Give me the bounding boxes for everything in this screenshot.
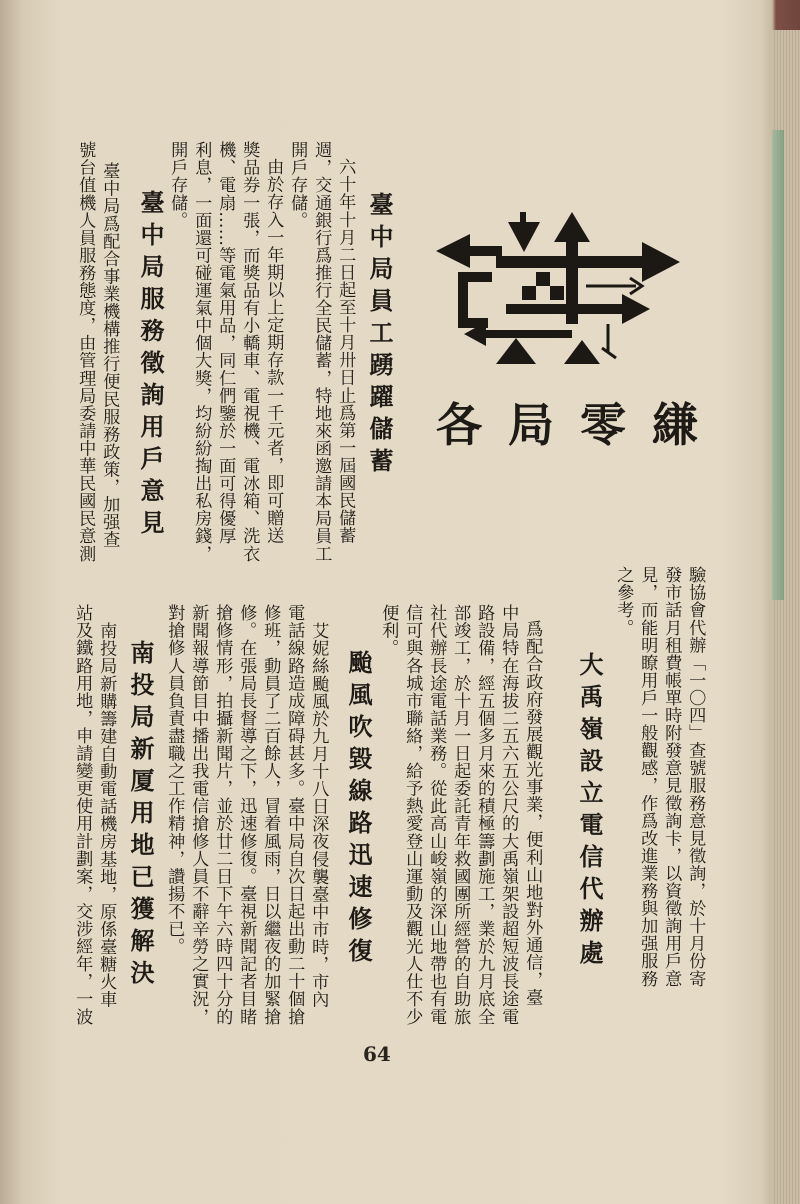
article-heading: 臺中局員工踴躍儲蓄 — [365, 192, 394, 480]
article-line: 臺中局爲配合事業機構推行便民服務政策，加强查 — [99, 162, 120, 549]
article-heading: 臺中局服務徵詢用戶意見 — [136, 190, 165, 542]
article-line: 由於存入一年期以上定期存款一千元者，即可贈送 — [263, 158, 284, 545]
article-line: 爲配合政府發展觀光事業，便利山地對外通信，臺 — [522, 620, 543, 1007]
article-line: 對搶修人員負責盡職之工作精神，讚揚不已。 — [164, 604, 185, 955]
article-line: 艾妮絲颱風於九月十八日深夜侵襲臺中市時，市內 — [308, 622, 329, 1009]
section-title: 各局零縑 — [436, 398, 724, 452]
article-line: 新聞報導節目中播出我電信搶修人員不辭辛勞之實況， — [188, 604, 209, 1026]
article-line: 六十年十月二日起至十月卅日止爲第一屆國民儲蓄 — [335, 158, 356, 545]
article-line: 機、電扇……等電氣用品，同仁們鑒於一面可得優厚 — [215, 141, 236, 545]
article-line: 之參考。 — [613, 566, 634, 637]
article-heading: 颱風吹毀線路迅速修復 — [344, 650, 373, 970]
article-line: 號台值機人員服務態度，由管理局委請中華民國民意測 — [75, 141, 96, 563]
article-line: 電話線路造成障碍甚多。臺中局自次日起出動二十個搶 — [284, 604, 305, 1026]
article-line: 社代辦長途電話業務。從此高山峻嶺的深山地帶也有電 — [426, 604, 447, 1026]
article-line: 開戶存儲。 — [287, 141, 308, 229]
page-number: 64 — [363, 1042, 391, 1066]
article-line: 中局特在海拔二五六五公尺的大禹嶺架設超短波長途電 — [498, 604, 519, 1026]
article-heading: 大禹嶺設立電信代辦處 — [575, 652, 604, 972]
article-line: 週，交通銀行爲推行全民儲蓄，特地來函邀請本局員工 — [311, 141, 332, 563]
article-line: 站及鐵路用地，申請變更使用計劃案，交涉經年，一波 — [72, 604, 93, 1026]
article-line: 驗協會代辦「一〇四」查號服務意見徵詢，於十月份寄 — [685, 566, 706, 988]
article-line: 搶修情形，拍攝新聞片，並於廿二日下午六時四十分的 — [212, 604, 233, 1026]
article-line: 見，而能明瞭用戶一般觀感，作爲改進業務與加强服務 — [637, 566, 658, 988]
article-line: 修。在張局長督導之下，迅速修復。臺視新聞記者目睹 — [236, 604, 257, 1026]
article-line: 發市話月租費帳單時附發意見徵詢卡，以資徵詢用戶意 — [661, 566, 682, 988]
article-line: 便利。 — [378, 604, 399, 657]
article-line: 信可與各城市聯絡，給予熱愛登山運動及觀光人仕不少 — [402, 604, 423, 1026]
article-line: 利息，一面還可碰運氣中個大獎，均紛紛掏出私房錢， — [191, 141, 212, 563]
article-line: 部竣工，於十月一日起委託青年救國團所經營的自助旅 — [450, 604, 471, 1026]
arrows-emblem-icon — [436, 212, 682, 364]
article-line: 南投局新購籌建自動電話機房基地，原係臺糖火車 — [96, 622, 117, 1009]
article-heading: 南投局新厦用地已獲解決 — [126, 640, 155, 992]
article-line: 修班，動員了二百餘人，冒着風雨，日以繼夜的加緊搶 — [260, 604, 281, 1026]
article-line: 開戶存儲。 — [167, 141, 188, 229]
article-line: 獎品券一張，而獎品有小轎車、電視機、電冰箱、洗衣 — [239, 141, 260, 563]
article-line: 路設備，經五個多月來的積極籌劃施工，業於九月底全 — [474, 604, 495, 1026]
bookmark-tab — [772, 130, 784, 600]
